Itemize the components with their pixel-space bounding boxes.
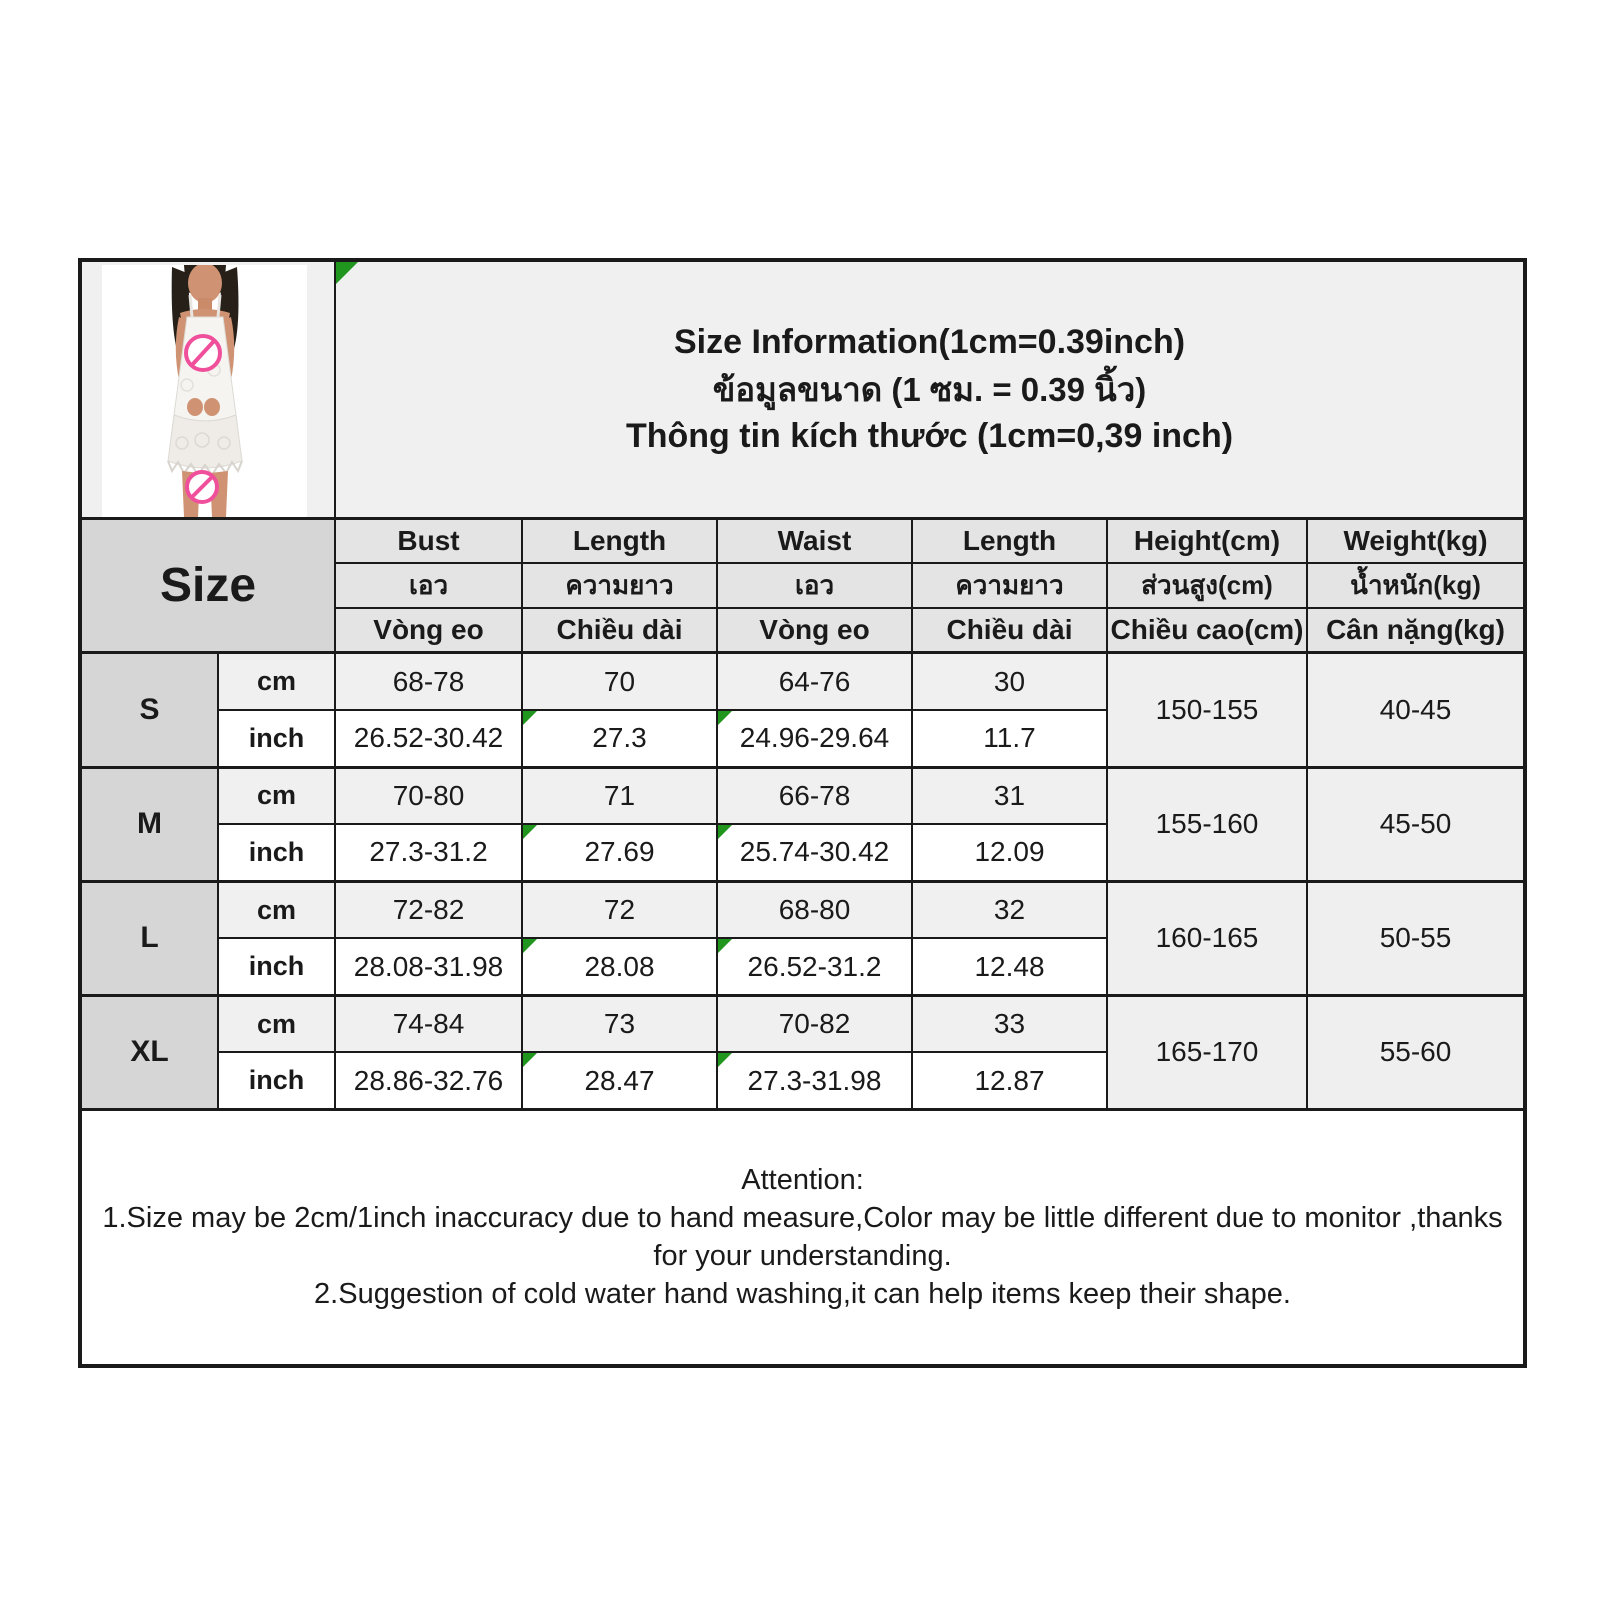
cell-flag-triangle	[336, 262, 358, 284]
cell-s-length-inch: 27.3	[522, 710, 717, 767]
cell-xl-length-cm: 73	[522, 995, 717, 1052]
cell-l-weight: 50-55	[1307, 881, 1525, 995]
cell-flag-triangle	[523, 939, 537, 953]
cell-l-waist-inch: 26.52-31.2	[717, 938, 912, 995]
cell-m-length2-inch: 12.09	[912, 824, 1107, 881]
unit-label-inch: inch	[218, 938, 335, 995]
col-header-length-vi: Chiều dài	[522, 608, 717, 653]
unit-label-inch: inch	[218, 710, 335, 767]
size-header: Size	[80, 519, 335, 653]
censored-icon	[187, 472, 217, 502]
cell-m-length2-cm: 31	[912, 767, 1107, 824]
cell-m-waist-cm: 66-78	[717, 767, 912, 824]
size-row-label: XL	[80, 995, 218, 1109]
size-row-label: M	[80, 767, 218, 881]
cell-flag-triangle	[523, 825, 537, 839]
cell-l-length-inch: 28.08	[522, 938, 717, 995]
col-header-length2-th: ความยาว	[912, 563, 1107, 608]
cell-m-length-inch: 27.69	[522, 824, 717, 881]
col-header-waist-vi: Vòng eo	[717, 608, 912, 653]
title-vietnamese: Thông tin kích thước (1cm=0,39 inch)	[625, 417, 1234, 456]
unit-label-cm: cm	[218, 767, 335, 824]
attention-item-2: 2.Suggestion of cold water hand washing,it can help items keep their shape.	[314, 1278, 1291, 1311]
hands	[187, 398, 203, 416]
cell-flag-triangle	[523, 711, 537, 725]
dress-strap	[190, 295, 192, 317]
cell-xl-length-inch: 28.47	[522, 1052, 717, 1109]
cell-flag-triangle	[718, 825, 732, 839]
size-row-label: L	[80, 881, 218, 995]
col-header-height-th: ส่วนสูง(cm)	[1107, 563, 1307, 608]
cell-s-bust-cm: 68-78	[335, 653, 522, 710]
cell-m-weight: 45-50	[1307, 767, 1525, 881]
censored-icon	[186, 336, 220, 370]
attention-note	[80, 1109, 1525, 1366]
col-header-weight-en: Weight(kg)	[1307, 519, 1525, 563]
cell-m-bust-cm: 70-80	[335, 767, 522, 824]
cell-xl-waist-cm: 70-82	[717, 995, 912, 1052]
attention-item-1: 1.Size may be 2cm/1inch inaccuracy due to hand measure,Color may be little different due to monitor ,thanks for your understanding.	[102, 1202, 1503, 1273]
col-header-waist-en: Waist	[717, 519, 912, 563]
cell-xl-bust-inch: 28.86-32.76	[335, 1052, 522, 1109]
col-header-length2-vi: Chiều dài	[912, 608, 1107, 653]
col-header-length-en: Length	[522, 519, 717, 563]
cell-m-bust-inch: 27.3-31.2	[335, 824, 522, 881]
cell-l-length-cm: 72	[522, 881, 717, 938]
cell-xl-waist-inch: 27.3-31.98	[717, 1052, 912, 1109]
cell-xl-length2-cm: 33	[912, 995, 1107, 1052]
size-row-label: S	[80, 653, 218, 767]
col-header-height-vi: Chiều cao(cm)	[1107, 608, 1307, 653]
unit-label-cm: cm	[218, 653, 335, 710]
product-photo-cell	[80, 260, 335, 519]
cell-l-height: 160-165	[1107, 881, 1307, 995]
cell-l-bust-inch: 28.08-31.98	[335, 938, 522, 995]
col-header-weight-th: น้ำหนัก(kg)	[1307, 563, 1525, 608]
col-header-length2-en: Length	[912, 519, 1107, 563]
cell-s-waist-inch: 24.96-29.64	[717, 710, 912, 767]
unit-label-cm: cm	[218, 995, 335, 1052]
cell-l-bust-cm: 72-82	[335, 881, 522, 938]
cell-xl-bust-cm: 74-84	[335, 995, 522, 1052]
cell-s-length2-inch: 11.7	[912, 710, 1107, 767]
col-header-bust-th: เอว	[335, 563, 522, 608]
cell-s-waist-cm: 64-76	[717, 653, 912, 710]
cell-flag-triangle	[718, 711, 732, 725]
cell-s-length-cm: 70	[522, 653, 717, 710]
cell-m-length-cm: 71	[522, 767, 717, 824]
attention-heading: Attention:	[741, 1164, 864, 1197]
lace-skirt	[168, 415, 242, 468]
cell-flag-triangle	[718, 1053, 732, 1067]
title-english: Size Information(1cm=0.39inch)	[673, 323, 1186, 362]
cell-m-height: 155-160	[1107, 767, 1307, 881]
unit-label-inch: inch	[218, 1052, 335, 1109]
cell-s-weight: 40-45	[1307, 653, 1525, 767]
cell-l-waist-cm: 68-80	[717, 881, 912, 938]
cell-flag-triangle	[523, 1053, 537, 1067]
cell-xl-height: 165-170	[1107, 995, 1307, 1109]
title-thai: ข้อมูลขนาด (1 ซม. = 0.39 นิ้ว)	[712, 371, 1147, 409]
cell-xl-length2-inch: 12.87	[912, 1052, 1107, 1109]
dress-strap	[218, 295, 220, 317]
title-cell	[335, 260, 1525, 519]
unit-label-cm: cm	[218, 881, 335, 938]
col-header-bust-en: Bust	[335, 519, 522, 563]
unit-label-inch: inch	[218, 824, 335, 881]
size-table	[78, 258, 1527, 1368]
cell-s-height: 150-155	[1107, 653, 1307, 767]
cell-l-length2-inch: 12.48	[912, 938, 1107, 995]
col-header-length-th: ความยาว	[522, 563, 717, 608]
col-header-waist-th: เอว	[717, 563, 912, 608]
col-header-height-en: Height(cm)	[1107, 519, 1307, 563]
cell-m-waist-inch: 25.74-30.42	[717, 824, 912, 881]
col-header-bust-vi: Vòng eo	[335, 608, 522, 653]
cell-l-length2-cm: 32	[912, 881, 1107, 938]
product-photo	[102, 265, 307, 517]
cell-s-bust-inch: 26.52-30.42	[335, 710, 522, 767]
col-header-weight-vi: Cân nặng(kg)	[1307, 608, 1525, 653]
cell-s-length2-cm: 30	[912, 653, 1107, 710]
cell-flag-triangle	[718, 939, 732, 953]
cell-xl-weight: 55-60	[1307, 995, 1525, 1109]
